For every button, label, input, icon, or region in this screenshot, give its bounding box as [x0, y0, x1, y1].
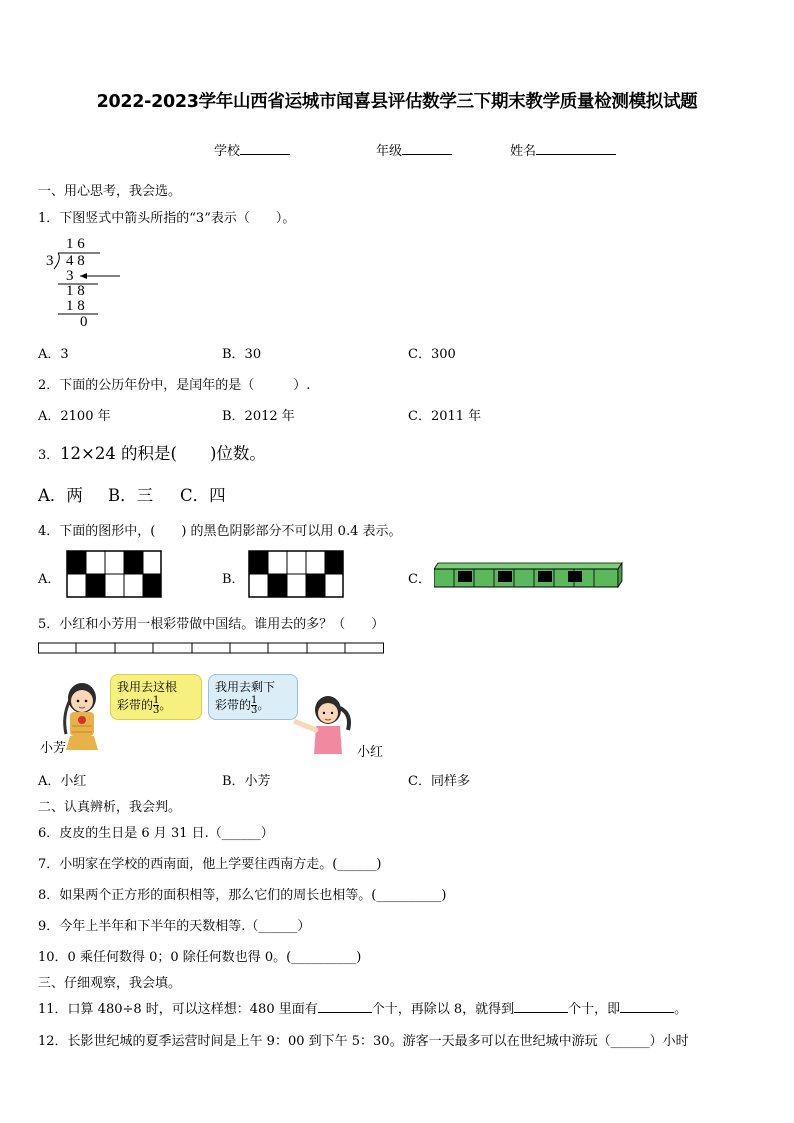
division-dividend: 4 8 [66, 253, 85, 269]
question-1-stem: 1．下图竖式中箭头所指的“3”表示（ ）。 [38, 211, 296, 226]
ribbon-strip [38, 642, 384, 654]
judge-question-6: 6．皮皮的生日是 6 月 31 日.（______） [38, 826, 274, 841]
q11-blank-3[interactable] [620, 1001, 674, 1013]
bubble-left-line2: 彩带的 [117, 698, 154, 712]
judge-question-10: 10．0 乘任何数得 0；0 除任何数也得 0。(__________) [38, 950, 362, 965]
q4-option-c[interactable]: C． [408, 572, 431, 587]
bubble-left-end: 。 [159, 698, 172, 712]
name-xiaohong: 小红 [357, 745, 384, 760]
bubble-right-line2: 彩带的 [215, 698, 252, 712]
division-remainder: 0 [80, 314, 88, 330]
q3-option-c[interactable]: C．四 [180, 486, 226, 505]
division-step-18b: 1 8 [66, 298, 85, 314]
q5-option-a[interactable]: A．小红 [38, 774, 87, 789]
grade-blank[interactable] [402, 142, 452, 155]
school-label: 学校 [214, 144, 241, 159]
q4-option-b[interactable]: B． [222, 572, 245, 587]
q3-option-a[interactable]: A．两 [38, 486, 83, 505]
name-xiaofang: 小芳 [40, 741, 67, 756]
division-lines [40, 234, 140, 332]
division-divisor: 3 [46, 253, 54, 269]
question-4-stem: 4．下面的图形中，( ) 的黑色阴影部分不可以用 0.4 表示。 [38, 524, 402, 539]
speech-bubble-xiaohong [208, 674, 298, 720]
grade-field [376, 140, 452, 159]
q5-option-b[interactable]: B．小芳 [222, 774, 271, 789]
bubble-left-line1: 我用去这根 [117, 680, 178, 694]
question-3-number: 3． [38, 448, 60, 463]
q11-part-3: 个十，即 [568, 1002, 621, 1017]
page-title: 2022-2023学年山西省运城市闻喜县评估数学三下期末教学质量检测模拟试题 [96, 92, 698, 112]
q3-option-b[interactable]: B．三 [108, 486, 154, 505]
judge-question-9: 9．今年上半年和下半年的天数相等.（______） [38, 919, 311, 934]
name-blank[interactable] [536, 142, 616, 155]
q4-option-a[interactable]: A． [38, 572, 61, 587]
q4-figure-b [248, 550, 344, 598]
question-5-stem: 5．小红和小芳用一根彩带做中国结。谁用去的多？（ ） [38, 617, 385, 632]
fraction-numerator: 1 [153, 695, 160, 706]
q1-option-a[interactable]: A．3 [38, 347, 69, 362]
q11-blank-2[interactable] [514, 1001, 568, 1013]
division-step-3: 3 [66, 268, 74, 284]
division-step-18a: 1 8 [66, 283, 85, 299]
fraction-denominator: 3 [153, 705, 160, 716]
speech-bubble-xiaofang [110, 674, 202, 720]
bubble-right-end: 。 [257, 698, 270, 712]
q2-option-a[interactable]: A．2100 年 [38, 409, 111, 424]
judge-question-8: 8．如果两个正方形的面积相等，那么它们的周长也相等。(__________) [38, 888, 447, 903]
girl-xiaohong-illustration [288, 692, 360, 758]
long-division-figure [40, 234, 140, 332]
judge-question-7: 7．小明家在学校的西南面，他上学要往西南方走。(______) [38, 857, 382, 872]
fraction-denominator: 3 [251, 705, 258, 716]
school-field [214, 140, 290, 159]
q1-option-b[interactable]: B．30 [222, 347, 262, 362]
q11-part-1: 11．口算 480÷8 时，可以这样想：480 里面有 [38, 1002, 318, 1017]
section-heading: 二、认真辨析，我会判。 [38, 800, 182, 815]
q4-figure-c [434, 557, 624, 589]
school-blank[interactable] [240, 142, 290, 155]
bubble-right-line1: 我用去剩下 [215, 680, 276, 694]
name-label: 姓名 [510, 144, 537, 159]
q1-option-c[interactable]: C．300 [408, 347, 456, 362]
fraction-numerator: 1 [251, 695, 258, 706]
grade-label: 年级 [376, 144, 403, 159]
q2-option-b[interactable]: B．2012 年 [222, 409, 295, 424]
section-heading: 一、用心思考，我会选。 [38, 184, 182, 199]
fill-question-12: 12．长影世纪城的夏季运营时间是上午 9：00 到下午 5：30。游客一天最多可以在世纪城中游玩（______）小时 [38, 1034, 689, 1049]
name-field [510, 140, 616, 159]
question-2-stem: 2．下面的公历年份中，是闰年的是（ ）. [38, 378, 311, 393]
fill-question-11 [38, 998, 687, 1017]
division-quotient: 1 6 [66, 236, 85, 252]
section-heading: 三、仔细观察，我会填。 [38, 976, 182, 991]
q5-option-c[interactable]: C．同样多 [408, 774, 470, 789]
q11-blank-1[interactable] [318, 1001, 372, 1013]
q11-part-4: 。 [674, 1002, 688, 1017]
question-3-stem: 12×24 的积是( )位数。 [60, 444, 266, 463]
q4-figure-a [66, 550, 162, 598]
q2-option-c[interactable]: C．2011 年 [408, 409, 482, 424]
q11-part-2: 个十，再除以 8，就得到 [371, 1002, 515, 1017]
